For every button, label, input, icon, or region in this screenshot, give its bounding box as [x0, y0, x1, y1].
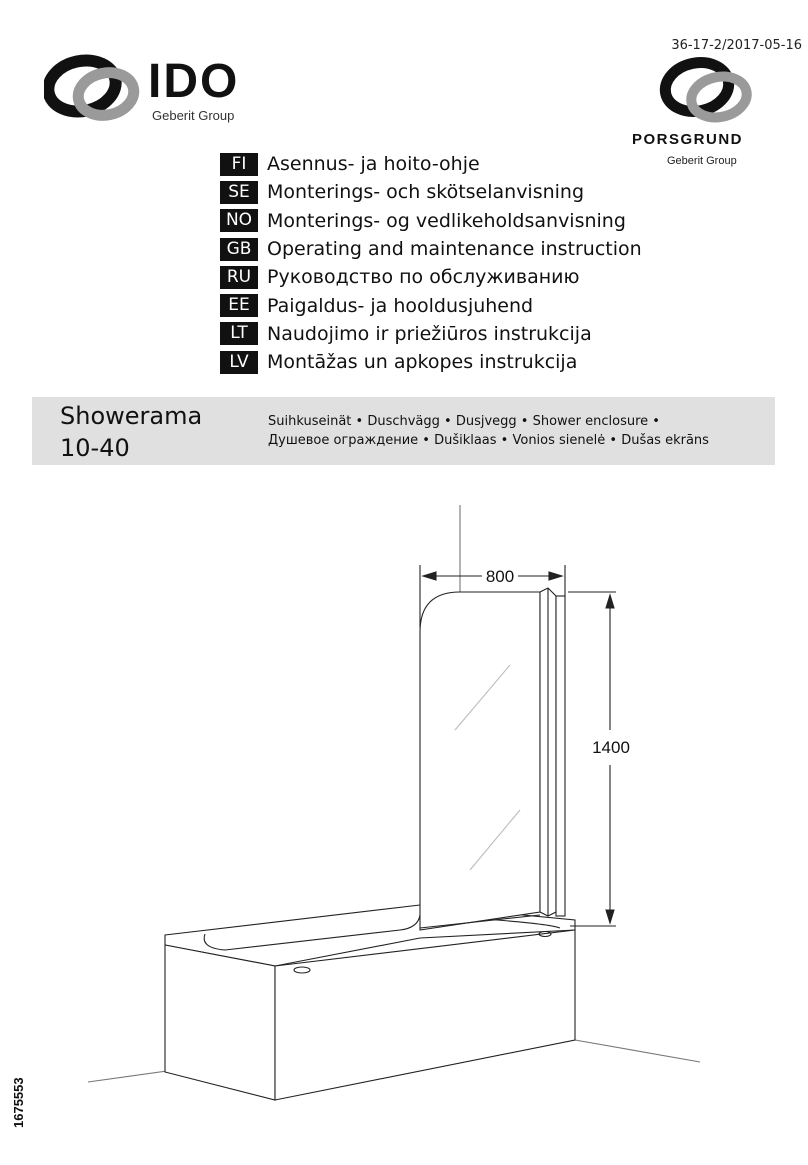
article-code — [6, 1060, 30, 1130]
product-subtitle-line1: Suihkuseinät • Duschvägg • Dusjvegg • Shower enclosure • — [268, 414, 660, 429]
language-code: FI — [220, 153, 258, 176]
language-row-lt — [220, 320, 642, 348]
language-title: Montāžas un apkopes instrukcija — [267, 351, 578, 374]
dimension-arrow — [606, 910, 614, 923]
language-code: GB — [220, 238, 258, 261]
porsgrund-brand-sub: Geberit Group — [667, 155, 737, 167]
product-name-line2: 10-40 — [60, 434, 130, 462]
language-title: Operating and maintenance instruction — [267, 238, 642, 261]
language-title: Monterings- og vedlikeholdsanvisning — [267, 209, 626, 232]
product-name — [60, 400, 202, 464]
language-title: Руководство по обслуживанию — [267, 266, 580, 289]
language-row-lv — [220, 348, 642, 376]
floor-line-right — [575, 1040, 700, 1062]
language-code: NO — [220, 209, 258, 232]
porsgrund-logo-icon — [655, 55, 765, 127]
language-code: LT — [220, 322, 258, 345]
product-subtitle — [268, 412, 709, 450]
language-row-se — [220, 178, 642, 206]
width-dimension-label: 800 — [485, 567, 515, 586]
language-code: LV — [220, 351, 258, 374]
language-code: EE — [220, 294, 258, 317]
language-row-no — [220, 207, 642, 235]
language-title: Asennus- ja hoito-ohje — [267, 153, 480, 176]
language-row-ee — [220, 291, 642, 319]
dimension-arrow — [606, 595, 614, 608]
dimension-arrow — [549, 572, 562, 580]
wall-profile — [556, 596, 565, 916]
height-dimension-label: 1400 — [592, 738, 630, 757]
language-list — [220, 150, 642, 376]
ido-brand-name: IDO — [148, 55, 240, 108]
dimension-arrow — [423, 572, 436, 580]
ido-logo-icon — [44, 50, 144, 122]
language-row-fi — [220, 150, 642, 178]
language-code: SE — [220, 181, 258, 204]
article-code-text: 1675553 — [11, 1077, 26, 1128]
glass-panel — [420, 592, 540, 930]
bath-panel-side — [165, 945, 275, 1100]
document-number: 36-17-2/2017-05-16 — [671, 38, 802, 53]
language-title: Monterings- och skötselanvisning — [267, 181, 585, 204]
ido-brand-sub: Geberit Group — [152, 108, 235, 123]
porsgrund-brand-name: PORSGRUND — [632, 131, 744, 148]
shower-enclosure-drawing — [0, 490, 808, 1110]
product-name-line1: Showerama — [60, 402, 203, 430]
language-title: Paigaldus- ja hooldusjuhend — [267, 294, 534, 317]
language-code: RU — [220, 266, 258, 289]
language-title: Naudojimo ir priežiūros instrukcija — [267, 322, 592, 345]
product-subtitle-line2: Душевое ограждение • Dušiklaas • Vonios sienelė • Dušas ekrāns — [268, 433, 709, 448]
language-row-ru — [220, 263, 642, 291]
language-row-gb — [220, 235, 642, 263]
